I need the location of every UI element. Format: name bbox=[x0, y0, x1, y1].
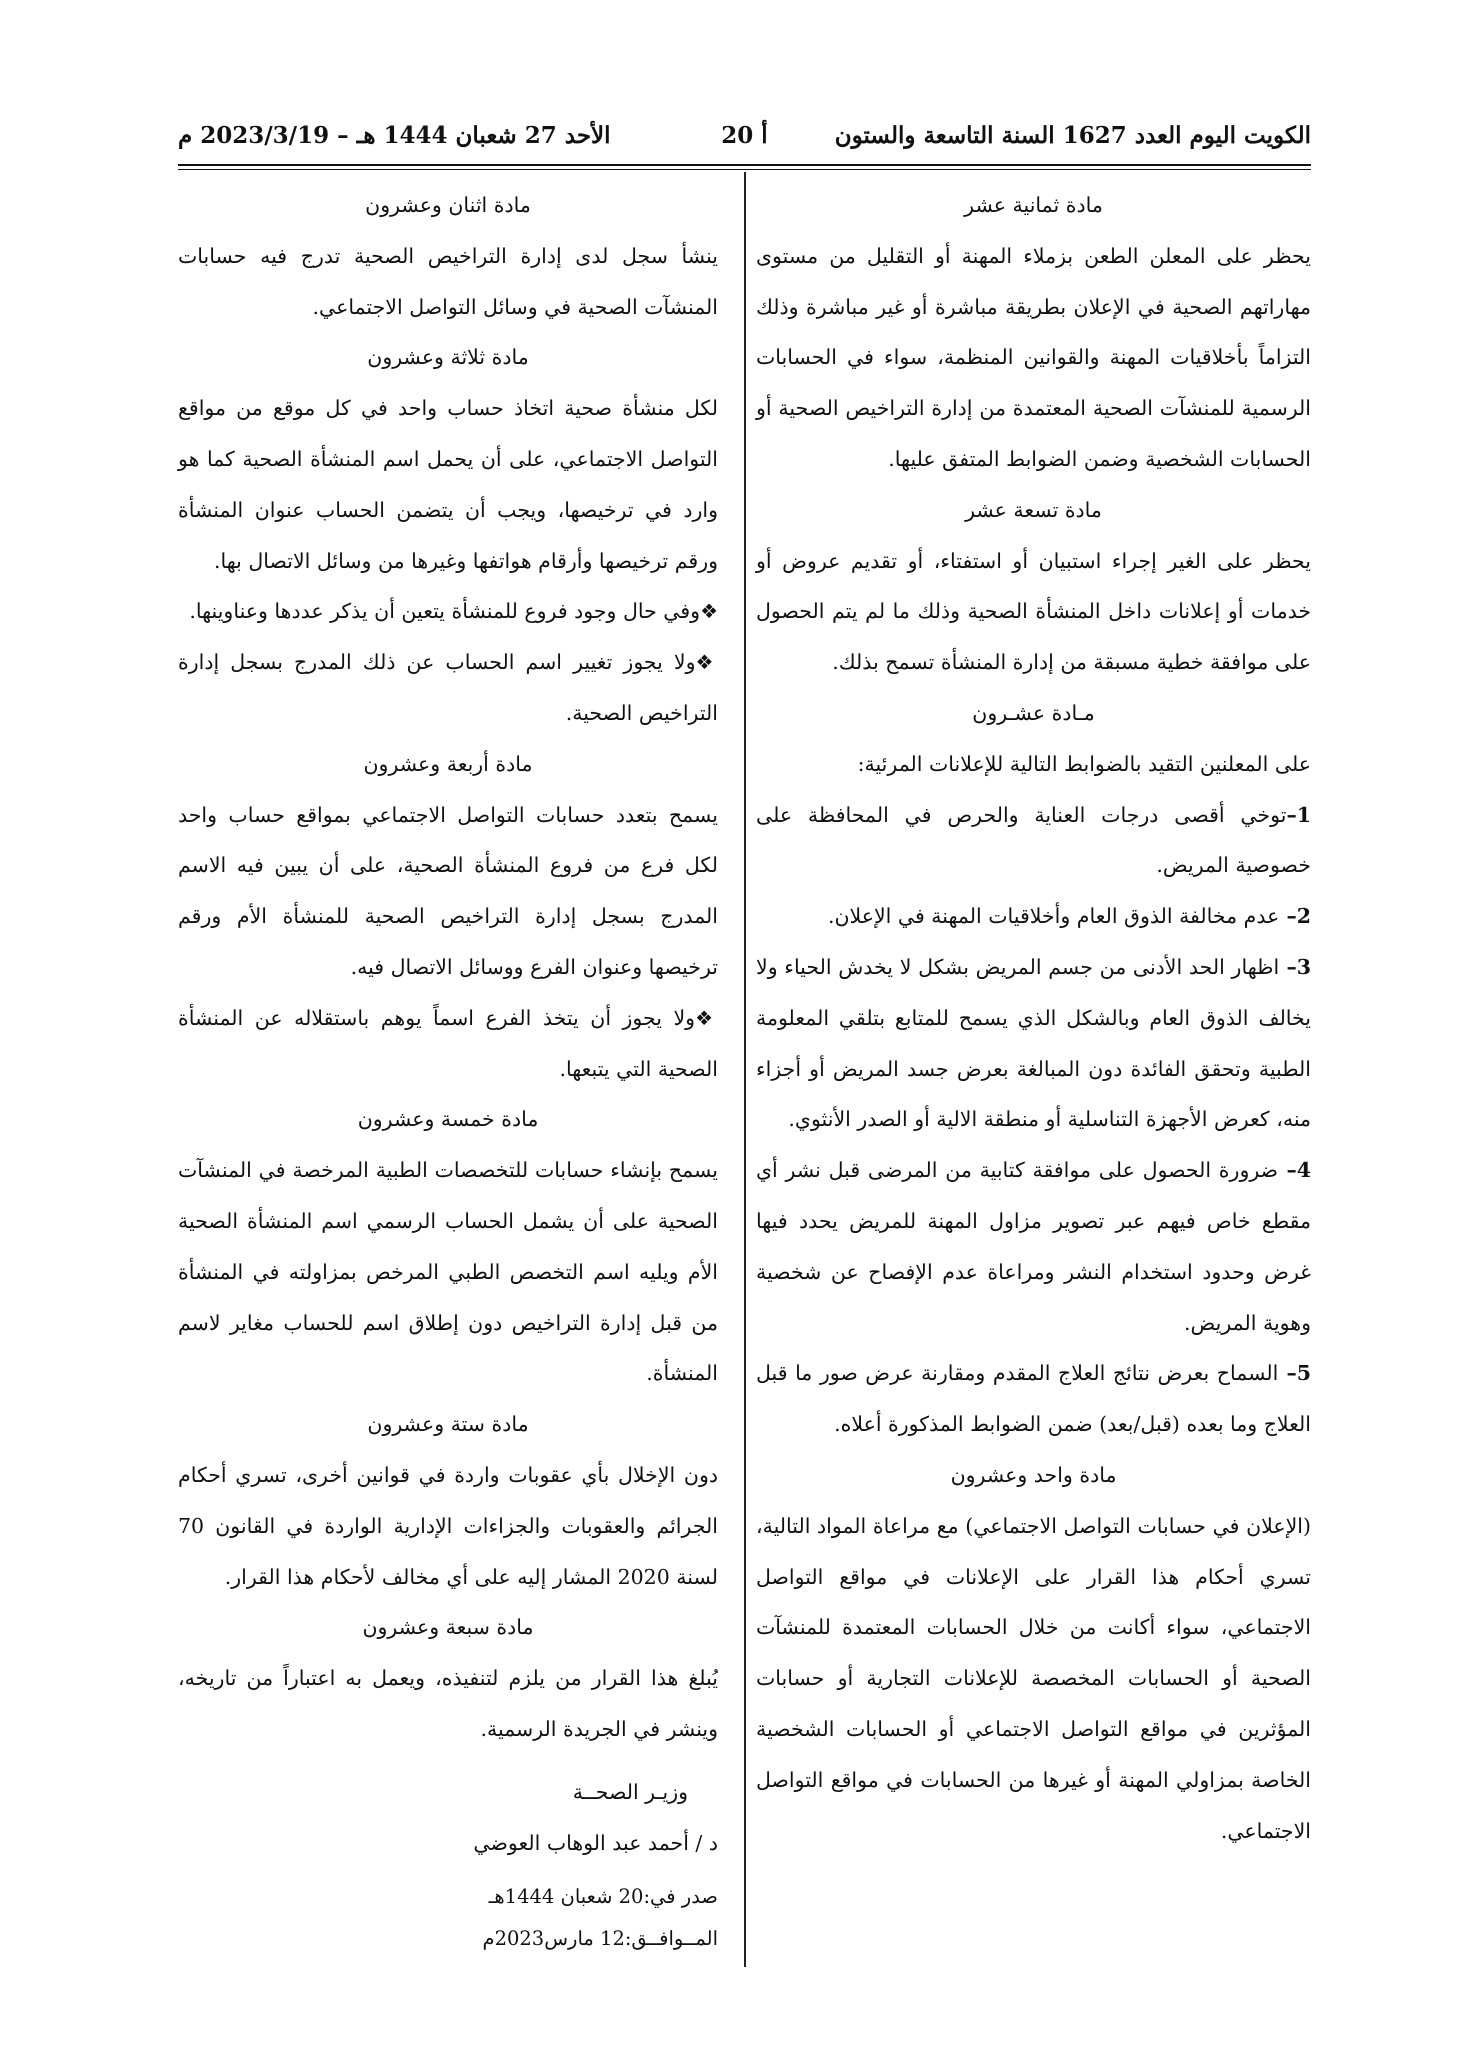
article-paragraph: يحظر على المعلن الطعن بزملاء المهنة أو التقليل من مستوى مهاراتهم الصحية في الإعلان بطريقة مباشرة أو غير مباشرة وذلك التزاماً بأخلاقيات المهنة والقوانين المنظمة، سواء في الحسابات الرسمية للمنشآت الصحية المعتمدة من إدارة التراخيص الصحية أو الحسابات الشخصية وضمن الضوابط المتفق عليها. bbox=[756, 243, 1311, 471]
clause-separator: – bbox=[1279, 954, 1297, 979]
article-paragraph: دون الإخلال بأي عقوبات واردة في قوانين أخرى، تسري أحكام الجرائم والعقوبات والجزاءات الإدارية الواردة في القانون 70 لسنة 2020 المشار إليه على أي مخالف لأحكام هذا القرار. bbox=[178, 1462, 718, 1589]
minister-title: وزيـر الصحــة bbox=[572, 1779, 688, 1804]
clause-text: ضرورة الحصول على موافقة كتابية من المرضى قبل نشر أي مقطع خاص فيهم عبر تصوير مزاول المهنة للمريض يحدد فيها غرض وحدود استخدام النشر ومراعاة عدم الإفصاح عن شخصية وهوية المريض. bbox=[756, 1158, 1311, 1335]
issue-date-gregorian: المــوافــق:12 مارس2023م bbox=[482, 1927, 718, 1951]
article-heading: مادة ستة وعشرون bbox=[367, 1412, 529, 1437]
clause-number: 1 bbox=[1296, 802, 1311, 827]
article-paragraph: على المعلنين التقيد بالضوابط التالية للإعلانات المرئية: bbox=[857, 751, 1311, 776]
article-paragraph: يُبلغ هذا القرار من يلزم لتنفيذه، ويعمل به اعتباراً من تاريخه، وينشر في الجريدة الرسمية. bbox=[178, 1666, 718, 1741]
numbered-clause bbox=[756, 1348, 1311, 1450]
bullet-clause bbox=[178, 993, 718, 1095]
clause-number: 4 bbox=[1296, 1158, 1311, 1183]
numbered-clause bbox=[756, 891, 1311, 942]
right-column bbox=[756, 180, 1311, 1856]
clause-separator: – bbox=[1278, 1158, 1297, 1183]
article-paragraph: يسمح بتعدد حسابات التواصل الاجتماعي بمواقع حساب واحد لكل فرع من فروع المنشأة الصحية، على أن يبين فيه الاسم المدرج بسجل إدارة التراخيص الصحية للمنشأة الأم ورقم ترخيصها وعنوان الفرع ووسائل الاتصال فيه. bbox=[178, 802, 718, 979]
left-column bbox=[178, 180, 718, 1960]
article-paragraph: لكل منشأة صحية اتخاذ حساب واحد في كل موقع من مواقع التواصل الاجتماعي، على أن يحمل اسم المنشأة الصحية كما هو وارد في ترخيصها، ويجب أن يتضمن الحساب عنوان المنشأة ورقم ترخيصها وأرقام هواتفها وغيرها من وسائل الاتصال بها. bbox=[178, 396, 718, 573]
article-heading: مادة خمسة وعشرون bbox=[357, 1107, 539, 1132]
clause-text: عدم مخالفة الذوق العام وأخلاقيات المهنة في الإعلان. bbox=[827, 904, 1280, 929]
column-divider bbox=[744, 172, 746, 1967]
header-rule-thick bbox=[178, 164, 1311, 166]
clause-number: 3 bbox=[1296, 954, 1312, 979]
bullet-text: ولا يجوز أن يتخذ الفرع اسماً يوهم باستقلاله عن المنشأة الصحية التي يتبعها. bbox=[178, 1005, 718, 1081]
diamond-bullet-icon: ❖ bbox=[695, 650, 718, 675]
bullet-clause bbox=[178, 637, 718, 739]
issue-date-hijri: صدر في:20 شعبان 1444هـ bbox=[488, 1885, 718, 1909]
signature-block bbox=[178, 1767, 718, 1818]
diamond-bullet-icon: ❖ bbox=[695, 1005, 719, 1030]
clause-separator: – bbox=[1279, 904, 1297, 929]
article-paragraph: يحظر على الغير إجراء استبيان أو استفتاء، أو تقديم عروض أو خدمات أو إعلانات داخل المنشأة الصحية وذلك ما لم يتم الحصول على موافقة خطية مسبقة من إدارة المنشأة تسمح بذلك. bbox=[756, 548, 1311, 675]
article-heading: مادة سبعة وعشرون bbox=[362, 1615, 534, 1640]
clause-text: توخي أقصى درجات العناية والحرص في المحافظة على خصوصية المريض. bbox=[756, 802, 1311, 878]
left-column-articles bbox=[178, 180, 718, 1755]
minister-name: د / أحمد عبد الوهاب العوضي bbox=[473, 1830, 718, 1855]
bullet-clause bbox=[178, 586, 718, 637]
article-paragraph: يسمح بإنشاء حسابات للتخصصات الطبية المرخصة في المنشآت الصحية على أن يشمل الحساب الرسمي اسم المنشأة الصحية الأم ويليه اسم التخصص الطبي المرخص بمزاولته في المنشأة من قبل إدارة التراخيص دون إطلاق اسم للحساب مغاير لاسم المنشأة. bbox=[178, 1158, 718, 1386]
header-date: الأحد 27 شعبان 1444 هـ – 2023/3/19 م bbox=[178, 122, 611, 149]
header-issue-info: الكويت اليوم العدد 1627 السنة التاسعة والستون bbox=[834, 122, 1311, 149]
clause-number: 5 bbox=[1296, 1361, 1311, 1386]
numbered-clause bbox=[756, 790, 1311, 892]
header-rule-thin bbox=[178, 169, 1311, 170]
issue-dates bbox=[178, 1876, 718, 1960]
clause-text: السماح بعرض نتائج العلاج المقدم ومقارنة عرض صور ما قبل العلاج وما بعده (قبل/بعد) ضمن الضوابط المذكورة أعلاه. bbox=[756, 1361, 1311, 1437]
bullet-text: ولا يجوز تغيير اسم الحساب عن ذلك المدرج بسجل إدارة التراخيص الصحية. bbox=[178, 650, 718, 725]
page-header bbox=[178, 122, 1311, 156]
article-heading: مادة واحد وعشرون bbox=[950, 1462, 1117, 1487]
article-heading: مادة تسعة عشر bbox=[965, 497, 1102, 522]
clause-number: 2 bbox=[1296, 904, 1311, 929]
clause-separator: – bbox=[1286, 802, 1297, 827]
article-heading: مادة ثمانية عشر bbox=[964, 193, 1103, 217]
clause-separator: – bbox=[1278, 1361, 1297, 1386]
article-heading: مـادة عشـرون bbox=[972, 700, 1095, 725]
signature-name-row bbox=[178, 1818, 718, 1869]
numbered-clause bbox=[756, 1145, 1311, 1348]
article-paragraph: (الإعلان في حسابات التواصل الاجتماعي) مع مراعاة المواد التالية، تسري أحكام هذا القرار على الإعلانات في مواقع التواصل الاجتماعي، سواء أكانت من خلال الحسابات المعتمدة للمنشآت الصحية أو الحسابات المخصصة للإعلانات التجارية أو حسابات المؤثرين في مواقع التواصل الاجتماعي أو الحسابات الشخصية الخاصة بمزاولي المهنة أو غيرها من الحسابات في مواقع التواصل الاجتماعي. bbox=[756, 1513, 1311, 1843]
numbered-clause bbox=[756, 942, 1311, 1145]
clause-text: اظهار الحد الأدنى من جسم المريض بشكل لا يخدش الحياء ولا يخالف الذوق العام وبالشكل الذي يسمح للمتابع بتلقي المعلومة الطبية وتحقق الفائدة دون المبالغة بعرض جسد المريض أو أجزاء منه، كعرض الأجهزة التناسلية أو منطقة الالية أو الصدر الأنثوي. bbox=[756, 954, 1311, 1132]
bullet-text: وفي حال وجود فروع للمنشأة يتعين أن يذكر عددها وعناوينها. bbox=[189, 599, 701, 624]
article-heading: مادة اثنان وعشرون bbox=[365, 193, 531, 217]
page-number: أ 20 bbox=[721, 122, 768, 149]
diamond-bullet-icon: ❖ bbox=[700, 599, 718, 624]
article-paragraph: ينشأ سجل لدى إدارة التراخيص الصحية تدرج فيه حسابات المنشآت الصحية في وسائل التواصل الاجتماعي. bbox=[178, 243, 718, 319]
article-heading: مادة أربعة وعشرون bbox=[363, 751, 533, 776]
article-heading: مادة ثلاثة وعشرون bbox=[367, 345, 529, 370]
